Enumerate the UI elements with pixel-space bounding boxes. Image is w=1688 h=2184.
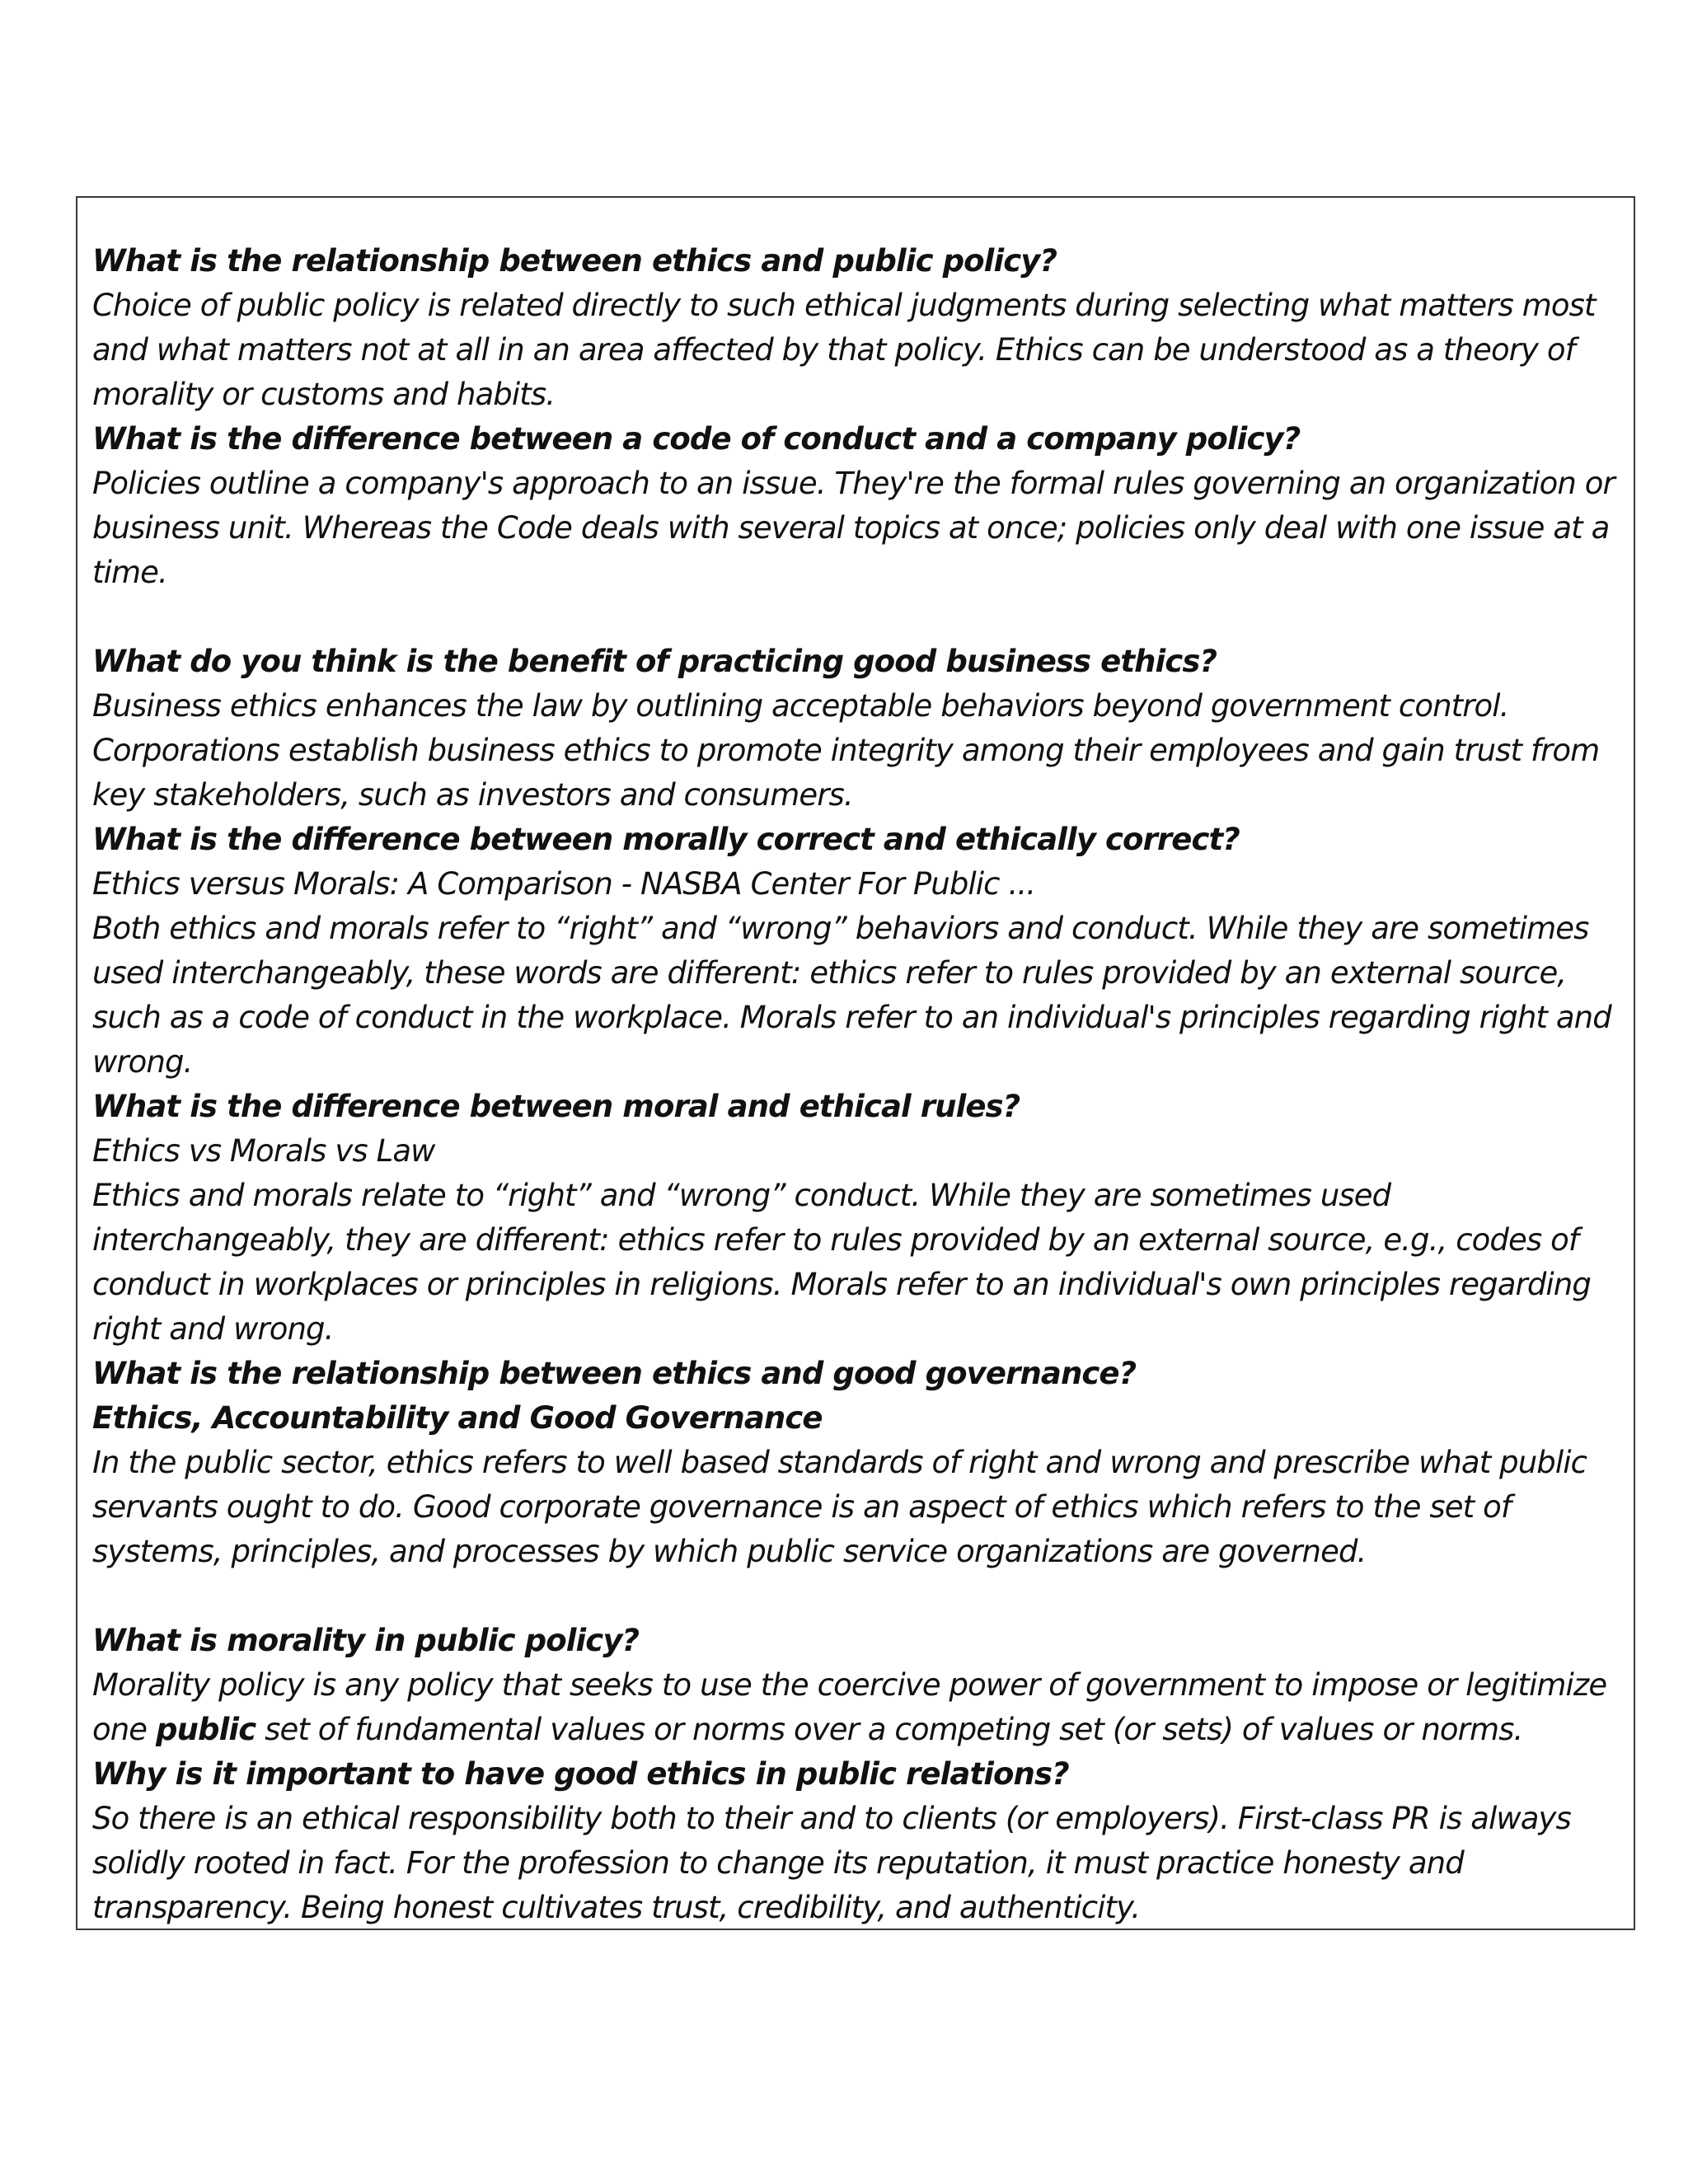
source-title: Ethics versus Morals: A Comparison - NASBA Center For Public ... [92,866,1036,902]
answer-paragraph: Both ethics and morals refer to “right” and “wrong” behaviors and conduct. While they are sometimes used interchangeably, these words are different: ethics refer to rules provided by an external source, such as a code of conduct in the workplace. Morals refer to an individual's principles regarding right and wrong. [92,911,1611,1080]
answer-paragraph: Policies outline a company's approach to an issue. They're the formal rules governing an organization or business unit. Whereas the Code deals with several topics at once; policies only deal with one issue at a time. [92,466,1615,590]
answer-paragraph: So there is an ethical responsibility both to their and to clients (or employers). First-class PR is always solidly rooted in fact. For the profession to change its reputation, it must practice honesty and transparency. Being honest cultivates trust, credibility, and authenticity. [92,1801,1571,1925]
question-heading: Why is it important to have good ethics in public relations? [92,1756,1069,1792]
answer-text-after: set of fundamental values or norms over a competing set (or sets) of values or norms. [256,1712,1523,1747]
answer-paragraph: Choice of public policy is related directly to such ethical judgments during selecting what matters most and what matters not at all in an area affected by that policy. Ethics can be understood as a theory of morality or customs and habits. [92,288,1596,412]
answer-paragraph: Business ethics enhances the law by outlining acceptable behaviors beyond government control. Corporations establish business ethics to promote integrity among their employees and gain trust from key stakeholders, such as investors and consumers. [92,688,1600,813]
blank-line [92,595,1619,640]
answer-bold-word: public [156,1712,256,1747]
question-heading: What is morality in public policy? [92,1623,640,1658]
question-heading: What is the difference between a code of conduct and a company policy? [92,421,1301,457]
blank-line [92,1574,1619,1619]
source-title: Ethics vs Morals vs Law [92,1133,435,1169]
answer-text-before: Morality policy is any policy that seeks to use the coercive power of government to impose or legitimize one [92,1667,1607,1747]
question-heading: What do you think is the benefit of practicing good business ethics? [92,644,1217,679]
question-heading: What is the difference between moral and ethical rules? [92,1089,1020,1124]
answer-paragraph: Ethics and morals relate to “right” and “wrong” conduct. While they are sometimes used interchangeably, they are different: ethics refer to rules provided by an external source, e.g., codes of conduct in workplaces or principles in religions. Morals refer to an individual's own principles regarding right and wrong. [92,1178,1591,1347]
question-heading: What is the relationship between ethics and good governance? [92,1356,1137,1391]
answer-paragraph: In the public sector, ethics refers to well based standards of right and wrong and prescribe what public servants ought to do. Good corporate governance is an aspect of ethics which refers to the set of systems, principles, and processes by which public service organizations are governed. [92,1445,1587,1569]
question-heading: What is the difference between morally correct and ethically correct? [92,822,1240,857]
subheading: Ethics, Accountability and Good Governance [92,1400,823,1436]
answer-paragraph [92,1663,1619,1752]
document-frame [76,196,1635,1930]
question-heading: What is the relationship between ethics and public policy? [92,243,1057,279]
